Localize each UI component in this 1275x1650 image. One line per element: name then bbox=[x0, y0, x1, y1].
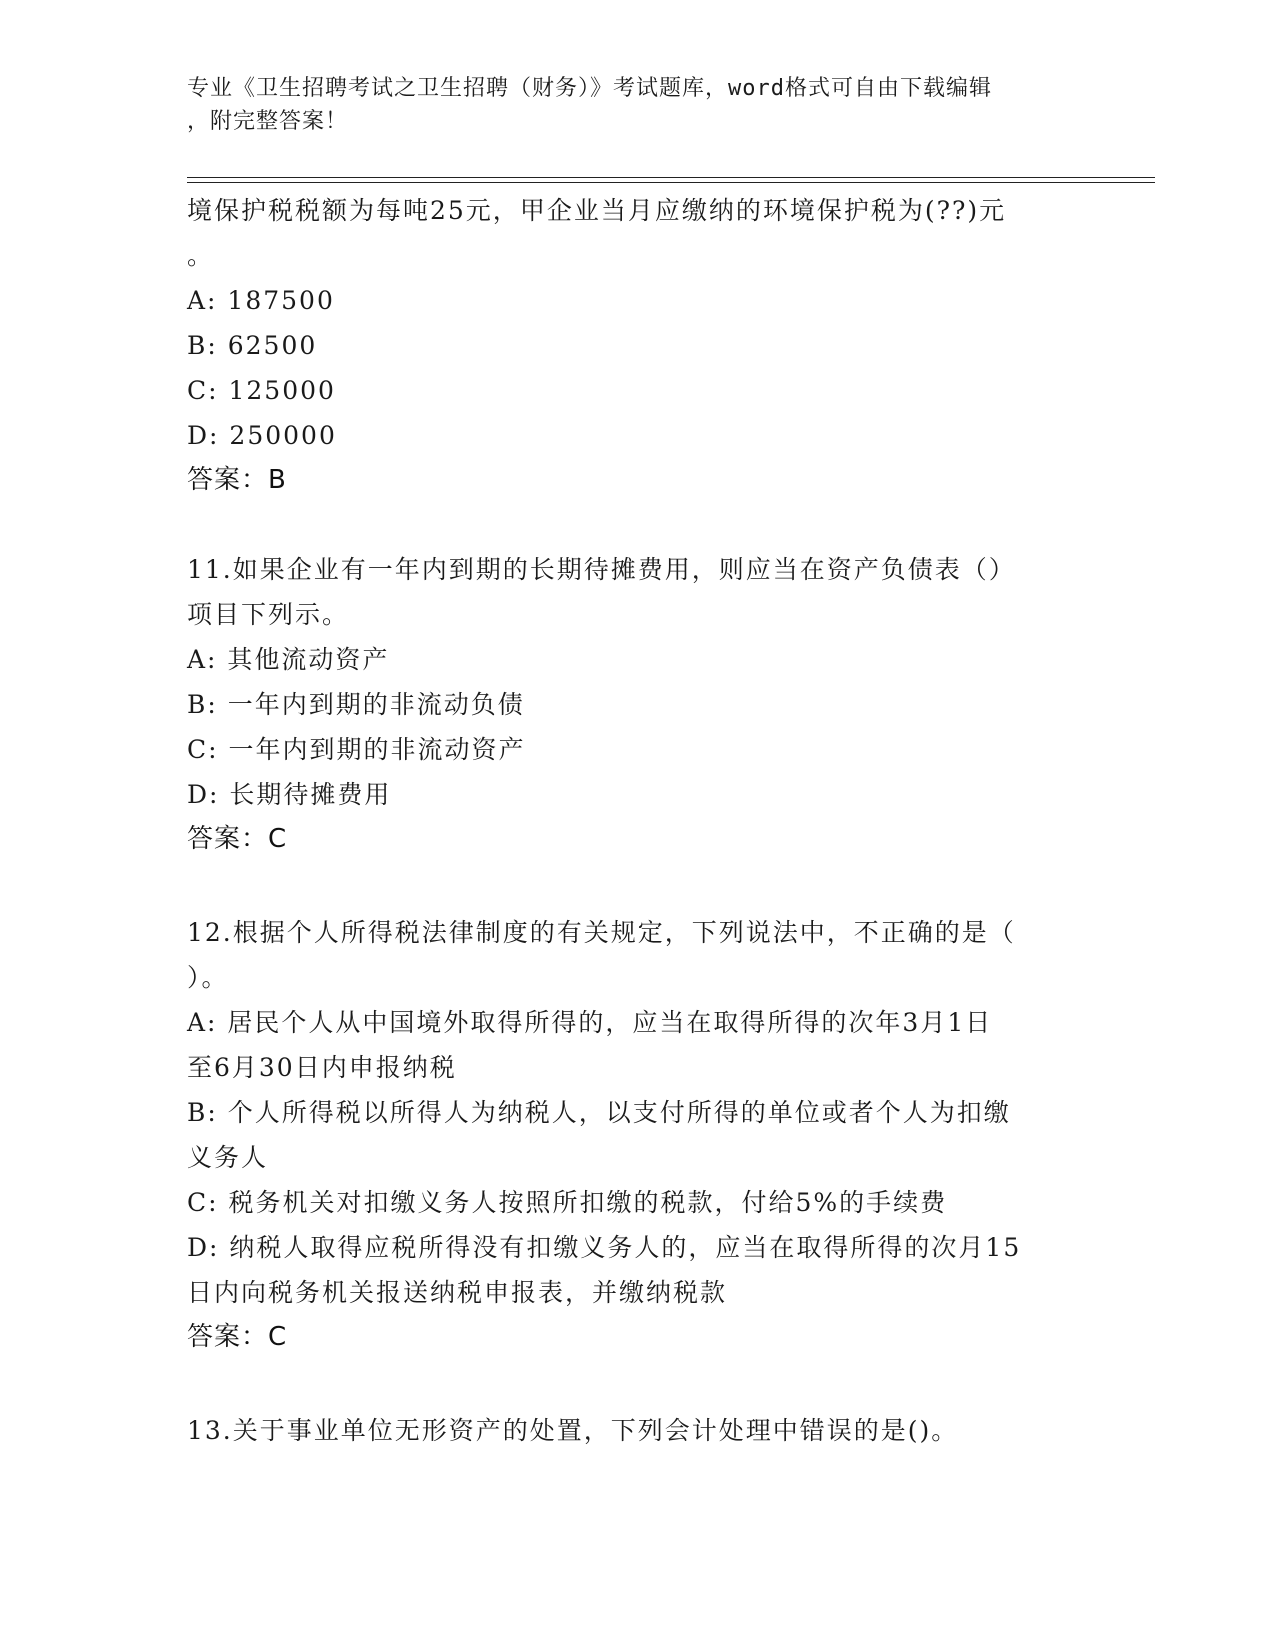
header-line-2: ，附完整答案！ bbox=[187, 109, 349, 134]
question-10 bbox=[187, 188, 1087, 503]
question-11 bbox=[187, 547, 1087, 862]
document-header bbox=[187, 72, 1087, 138]
option-b: B: 62500 bbox=[187, 331, 318, 360]
question-spacer bbox=[187, 1360, 1087, 1408]
option-b: B: 个人所得税以所得人为纳税人，以支付所得的单位或者个人为扣缴 bbox=[187, 1098, 1011, 1127]
option-b: B: 一年内到期的非流动负债 bbox=[187, 690, 525, 719]
header-divider-top bbox=[187, 177, 1155, 178]
option-c: C: 125000 bbox=[187, 376, 336, 405]
question-13 bbox=[187, 1408, 1087, 1453]
answer-label: 答案：B bbox=[187, 465, 287, 495]
header-line-1: 专业《卫生招聘考试之卫生招聘（财务）》考试题库，word格式可自由下载编辑 bbox=[187, 76, 992, 101]
question-spacer bbox=[187, 862, 1087, 910]
option-d: D: 长期待摊费用 bbox=[187, 780, 392, 809]
question-text-line: ）。 bbox=[187, 963, 229, 992]
option-d: D: 纳税人取得应税所得没有扣缴义务人的，应当在取得所得的次月15 bbox=[187, 1233, 1022, 1262]
answer-label: 答案：C bbox=[187, 824, 288, 854]
option-a-continued: 至6月30日内申报纳税 bbox=[187, 1053, 457, 1082]
option-c: C: 税务机关对扣缴义务人按照所扣缴的税款，付给5%的手续费 bbox=[187, 1188, 948, 1217]
question-12 bbox=[187, 910, 1087, 1360]
header-divider-bottom bbox=[187, 182, 1155, 183]
question-spacer bbox=[187, 503, 1087, 547]
option-d-continued: 日内向税务机关报送纳税申报表，并缴纳税款 bbox=[187, 1278, 728, 1307]
option-a: A: 居民个人从中国境外取得所得的，应当在取得所得的次年3月1日 bbox=[187, 1008, 993, 1037]
option-a: A: 其他流动资产 bbox=[187, 645, 390, 674]
answer-label: 答案：C bbox=[187, 1322, 288, 1352]
option-d: D: 250000 bbox=[187, 421, 337, 450]
option-c: C: 一年内到期的非流动资产 bbox=[187, 735, 526, 764]
question-text-line: 11.如果企业有一年内到期的长期待摊费用，则应当在资产负债表（） bbox=[187, 555, 1016, 584]
question-text-line: 境保护税税额为每吨25元，甲企业当月应缴纳的环境保护税为(??)元 bbox=[187, 196, 1007, 225]
option-b-continued: 义务人 bbox=[187, 1143, 269, 1172]
question-content bbox=[187, 188, 1087, 1453]
question-text-line: 12.根据个人所得税法律制度的有关规定，下列说法中，不正确的是（ bbox=[187, 918, 1016, 947]
question-text-line: 项目下列示。 bbox=[187, 600, 350, 629]
option-a: A: 187500 bbox=[187, 286, 335, 315]
question-text-line: 13.关于事业单位无形资产的处置，下列会计处理中错误的是()。 bbox=[187, 1416, 959, 1445]
question-text-line: 。 bbox=[187, 241, 215, 270]
